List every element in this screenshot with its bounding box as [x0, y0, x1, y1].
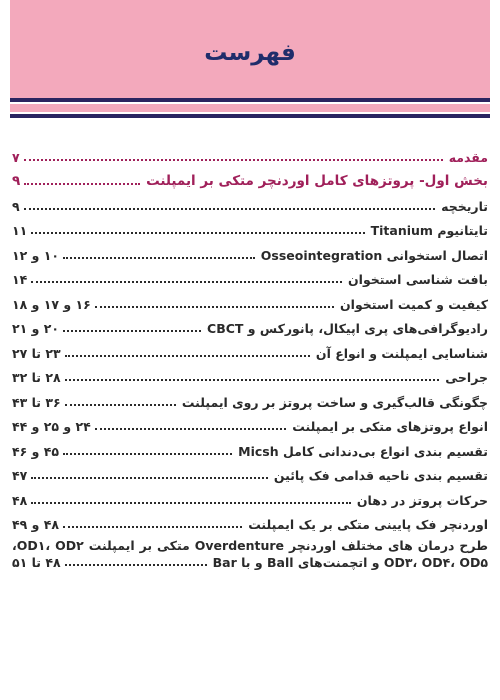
toc-entry[interactable] — [12, 434, 488, 459]
toc-entry-page: ۷ — [12, 149, 20, 165]
toc-entry-page: ۴۷ — [12, 468, 28, 483]
toc-leader-dots — [63, 330, 201, 332]
toc-entry-page: ۴۸ — [12, 492, 28, 508]
toc-entry-page: ۱۱ — [12, 223, 28, 238]
toc-leader-dots — [63, 526, 242, 528]
header-rule-middle — [10, 104, 490, 112]
toc-entry[interactable] — [12, 410, 488, 435]
toc-entry-page: ۱۶ و ۱۷ و ۱۸ — [12, 296, 91, 312]
toc-entry[interactable] — [12, 312, 488, 337]
toc-entry-title: بخش اول- پروتزهای کامل اوردنچر متکی بر ایمپلنت — [146, 173, 488, 189]
toc-entry[interactable] — [12, 532, 488, 570]
toc-entry-page: ۹ — [12, 173, 21, 189]
toc-entry-title-cont: OD۳، OD۴، OD۵ و اتچمنت‌های Ball و با Bar — [212, 555, 488, 570]
toc-entry[interactable] — [12, 385, 488, 410]
toc-entry-page: ۲۰ و ۲۱ — [12, 321, 60, 336]
toc-entry-title: طرح درمان های مختلف اوردنچر Overdenture متکی بر ایمپلنت OD۱، OD۲، — [12, 538, 488, 553]
toc-leader-dots — [65, 564, 207, 566]
toc-entry[interactable] — [12, 189, 488, 214]
toc-leader-dots — [24, 183, 140, 185]
toc-leader-dots — [31, 232, 364, 234]
toc-leader-dots — [95, 306, 334, 308]
toc-leader-dots — [65, 404, 176, 406]
toc-entry-page: ۲۸ تا ۳۲ — [12, 370, 61, 385]
toc-entry[interactable] — [12, 214, 488, 239]
toc-entry[interactable] — [12, 287, 488, 312]
toc-entry-title: رادیوگرافی‌های پری اپیکال، پانورکس و CBCT — [207, 321, 488, 336]
toc-leader-dots — [31, 502, 351, 504]
toc-entry-title: تاریخچه — [441, 198, 488, 214]
toc-entry-title: اوردنچر فک پایینی متکی بر یک ایمپلنت — [248, 517, 488, 532]
toc-entry-page: ۳۶ تا ۴۳ — [12, 394, 61, 410]
toc-entry-title: تایتانیوم Titanium — [370, 223, 488, 238]
toc-leader-dots — [24, 208, 435, 210]
header-banner — [10, 0, 490, 98]
toc-entry-title: مقدمه — [448, 149, 488, 165]
toc-entry[interactable] — [12, 165, 488, 190]
toc-entry-title: جراحی — [445, 370, 488, 385]
toc-entry[interactable] — [12, 459, 488, 484]
toc-entry-page: ۱۰ و ۱۲ — [12, 247, 60, 263]
toc-leader-dots — [95, 428, 287, 430]
toc-entry-page: ۴۵ و ۴۶ — [12, 443, 60, 459]
toc-entry-page: ۴۸ و ۴۹ — [12, 517, 60, 532]
toc-entry-page: ۹ — [12, 198, 20, 214]
toc-entry-page: ۱۴ — [12, 272, 28, 287]
toc-entry-title: اتصال استخوانی Osseointegration — [260, 247, 488, 263]
toc-entry[interactable] — [12, 263, 488, 288]
toc-entry-page: ۲۴ و ۲۵ و ۴۴ — [12, 419, 91, 434]
toc-entry-page: ۲۳ تا ۲۷ — [12, 345, 61, 361]
toc-entry-title: چگونگی قالب‌گیری و ساخت پروتز بر روی ایمپلنت — [181, 394, 488, 410]
toc-entry-title: بافت شناسی استخوان — [347, 272, 488, 287]
toc-leader-dots — [63, 257, 255, 259]
toc-entry-title: حرکات پروتز در دهان — [356, 492, 488, 508]
toc-entry[interactable] — [12, 238, 488, 263]
toc-entry[interactable] — [12, 140, 488, 165]
toc-leader-dots — [31, 281, 342, 283]
toc-leader-dots — [63, 453, 232, 455]
toc-leader-dots — [24, 159, 443, 161]
toc-entry-title: شناسایی ایمپلنت و انواع آن — [315, 345, 488, 361]
toc-leader-dots — [65, 355, 310, 357]
toc-entry-title: انواع پروتزهای متکی بر ایمپلنت — [292, 419, 488, 434]
toc-entry[interactable] — [12, 483, 488, 508]
table-of-contents — [12, 140, 488, 570]
toc-entry[interactable] — [12, 508, 488, 533]
toc-entry-page: ۴۸ تا ۵۱ — [12, 555, 61, 570]
toc-leader-dots — [31, 477, 268, 479]
header-rule-bottom — [10, 114, 490, 118]
toc-leader-dots — [65, 379, 440, 381]
page-title: فهرست — [204, 40, 296, 66]
toc-entry[interactable] — [12, 361, 488, 386]
toc-entry-title: کیفیت و کمیت استخوان — [340, 296, 488, 312]
header-rule-top — [10, 98, 490, 102]
toc-entry-title: تقسیم بندی ناحیه قدامی فک پائین — [273, 468, 488, 483]
toc-entry[interactable] — [12, 336, 488, 361]
toc-entry-title: تقسیم بندی انواع بی‌دندانی کامل Micsh — [238, 443, 488, 459]
